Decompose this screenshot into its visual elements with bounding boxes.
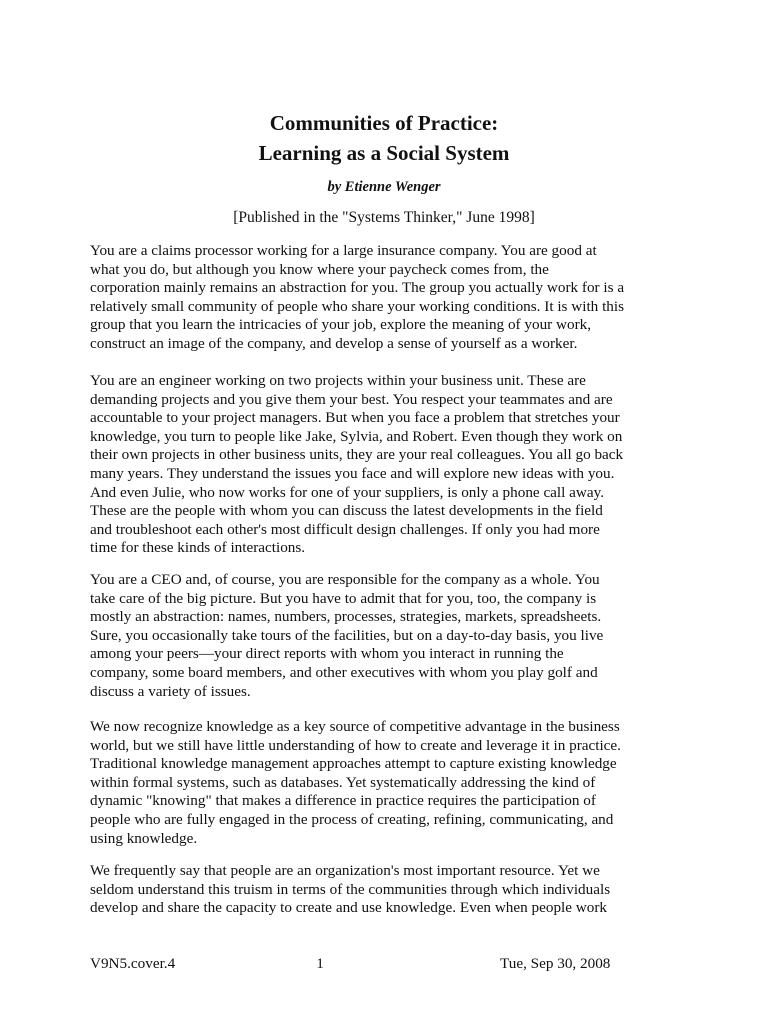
text-line: among your peers—your direct reports with whom you interact in running the (90, 645, 564, 663)
text-line: Traditional knowledge management approaches attempt to capture existing knowledge (90, 755, 617, 773)
text-line: time for these kinds of interactions. (90, 539, 306, 557)
text-line: These are the people with whom you can discuss the latest developments in the field (90, 502, 603, 520)
title-line-1: Communities of Practice: (269, 111, 499, 135)
publication-note: [Published in the "Systems Thinker," June 1998] (233, 209, 535, 226)
text-line: discuss a variety of issues. (90, 682, 251, 700)
footer-date: Tue, Sep 30, 2008 (500, 955, 611, 972)
paragraph-2 (90, 372, 690, 558)
text-line: their own projects in other business units, they are your real colleagues. You all go back (90, 446, 624, 464)
text-line: dynamic "knowing" that makes a difference in practice requires the participation of (90, 792, 596, 810)
text-line: corporation mainly remains an abstraction for you. The group you actually work for is a (90, 279, 625, 297)
text-line: You are a CEO and, of course, you are responsible for the company as a whole. You (90, 571, 600, 588)
text-line: company, some board members, and other executives with whom you play golf and (90, 663, 598, 681)
paragraph-4 (90, 718, 690, 848)
text-line: We frequently say that people are an organization's most important resource. Yet we (90, 862, 600, 879)
text-line: demanding projects and you give them your best. You respect your teammates and are (90, 390, 613, 408)
title-line-2: Learning as a Social System (258, 141, 510, 165)
footer-page-number: 1 (316, 955, 324, 972)
text-line: You are an engineer working on two projects within your business unit. These are (90, 372, 586, 389)
text-line: people who are fully engaged in the process of creating, refining, communicating, and (90, 810, 614, 828)
text-line: mostly an abstraction: names, numbers, processes, strategies, markets, spreadsheets. (90, 608, 602, 626)
paragraph-3 (90, 571, 690, 701)
text-line: develop and share the capacity to create and use knowledge. Even when people work (90, 899, 608, 917)
text-line: And even Julie, who now works for one of your suppliers, is only a phone call away. (90, 483, 605, 501)
text-line: construct an image of the company, and develop a sense of yourself as a worker. (90, 334, 578, 352)
text-line: many years. They understand the issues you face and will explore new ideas with you. (90, 464, 615, 482)
byline: by Etienne Wenger (327, 179, 441, 195)
text-line: We now recognize knowledge as a key source of competitive advantage in the business (90, 718, 620, 735)
text-line: seldom understand this truism in terms of the communities through which individuals (90, 880, 611, 898)
text-line: what you do, but although you know where your paycheck comes from, the (90, 260, 549, 278)
footer-doc-id: V9N5.cover.4 (90, 955, 176, 972)
text-line: accountable to your project managers. But when you face a problem that stretches your (90, 409, 620, 427)
paragraph-1 (90, 242, 690, 354)
text-line: group that you learn the intricacies of your job, explore the meaning of your work, (90, 316, 592, 334)
text-line: using knowledge. (90, 829, 198, 847)
text-line: world, but we still have little understanding of how to create and leverage it in practice. (90, 736, 621, 754)
text-line: and troubleshoot each other's most difficult design challenges. If only you had more (90, 520, 600, 538)
text-line: Sure, you occasionally take tours of the facilities, but on a day-to-day basis, you live (90, 626, 604, 644)
text-line: You are a claims processor working for a large insurance company. You are good at (90, 242, 597, 259)
text-line: take care of the big picture. But you have to admit that for you, too, the company is (90, 589, 597, 607)
text-line: knowledge, you turn to people like Jake, Sylvia, and Robert. Even though they work on (90, 427, 623, 445)
text-line: within formal systems, such as databases. Yet systematically addressing the kind of (90, 773, 596, 791)
text-line: relatively small community of people who share your working conditions. It is with this (90, 297, 625, 315)
paragraph-5 (90, 862, 690, 918)
